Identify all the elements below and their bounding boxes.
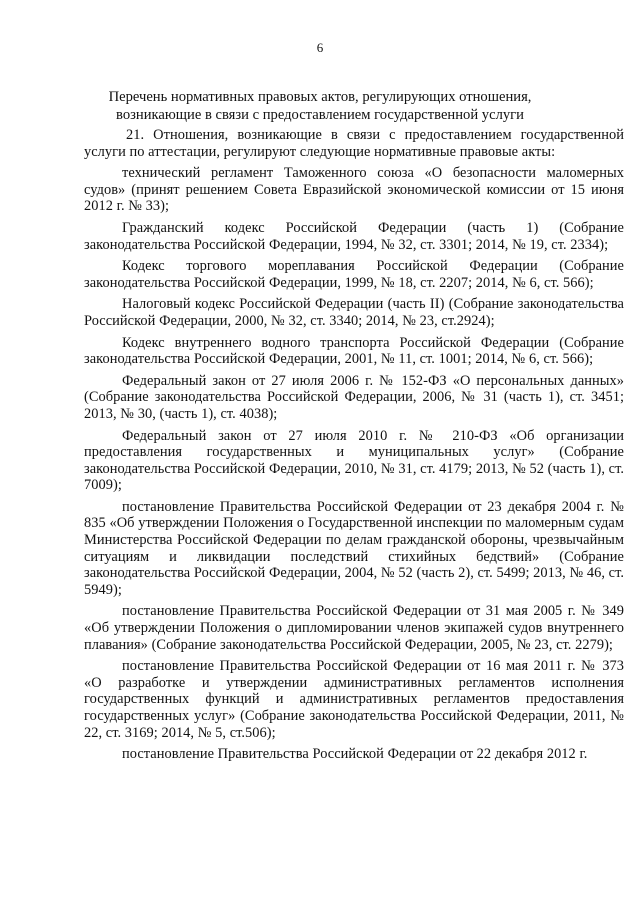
- paragraph-decree-835: постановление Правительства Российской Федерации от 23 декабря 2004 г. № 835 «Об утверждении Положения о Государственной инспекции по маломерным судам Министерства Российской Федерации по делам гражданской обороны, чрезвычайным ситуациям и ликвидации последствий стихийных бедствий» (Собрание законодательства Российской Федерации, 2004, № 52 (часть 2), ст. 5499; 2013, № 46, ст. 5949);: [84, 498, 624, 598]
- paragraph-decree-373: постановление Правительства Российской Федерации от 16 мая 2011 г. № 373 «О разработке и утверждении административных регламентов исполнения государственных функций и административных регламентов предоставления государственных услуг» (Собрание законодательства Российской Федерации, 2011, № 22, ст. 3169; 2014, № 5, ст.506);: [84, 658, 624, 741]
- paragraph-tax-code: Налоговый кодекс Российской Федерации (часть II) (Собрание законодательства Российской Федерации, 2000, № 32, ст. 3340; 2014, № 23, ст.2924);: [84, 296, 624, 329]
- paragraph-inland-water-transport-code: Кодекс внутреннего водного транспорта Российской Федерации (Собрание законодательства Российской Федерации, 2001, № 11, ст. 1001; 2014, № 6, ст. 566);: [84, 334, 624, 368]
- paragraph-merchant-shipping-code: Кодекс торгового мореплавания Российской Федерации (Собрание законодательства Российской Федерации, 1999, № 18, ст. 2207; 2014, № 6, ст. 566);: [84, 258, 624, 291]
- paragraph-decree-2012: постановление Правительства Российской Федерации от 22 декабря 2012 г.: [122, 746, 588, 763]
- paragraph-public-services-law: Федеральный закон от 27 июля 2010 г. № 210-ФЗ «Об организации предоставления государственных и муниципальных услуг» (Собрание законодательства Российской Федерации, 2010, № 31, ст. 4179; 2013, № 52 (часть 1), ст. 7009);: [84, 427, 624, 494]
- paragraph-item-21: 21. Отношения, возникающие в связи с предоставлением государственной услуги по аттестации, регулируют следующие нормативные правовые акты:: [84, 127, 624, 160]
- paragraph-civil-code: Гражданский кодекс Российской Федерации (часть 1) (Собрание законодательства Российской Федерации, 1994, № 32, ст. 3301; 2014, № 19, ст. 2334);: [84, 219, 624, 253]
- section-heading: Перечень нормативных правовых актов, регулирующих отношения, возникающие в связи с предоставлением государственной услуги: [108, 89, 532, 123]
- document-body: [84, 127, 624, 768]
- paragraph-personal-data-law: Федеральный закон от 27 июля 2006 г. № 152-ФЗ «О персональных данных» (Собрание законодательства Российской Федерации, 2006, № 31 (часть 1), ст. 3451; 2013, № 30, (часть 1), ст. 4038);: [84, 372, 624, 422]
- page-number: 6: [316, 40, 324, 55]
- paragraph-customs-union-regulation: технический регламент Таможенного союза «О безопасности маломерных судов» (принят решением Совета Евразийской экономической комиссии от 15 июня 2012 г. № 33);: [84, 165, 624, 215]
- paragraph-decree-349: постановление Правительства Российской Федерации от 31 мая 2005 г. № 349 «Об утверждении Положения о дипломировании членов экипажей судов внутреннего плавания» (Собрание законодательства Российской Федерации, 2005, № 23, ст. 2279);: [84, 603, 624, 653]
